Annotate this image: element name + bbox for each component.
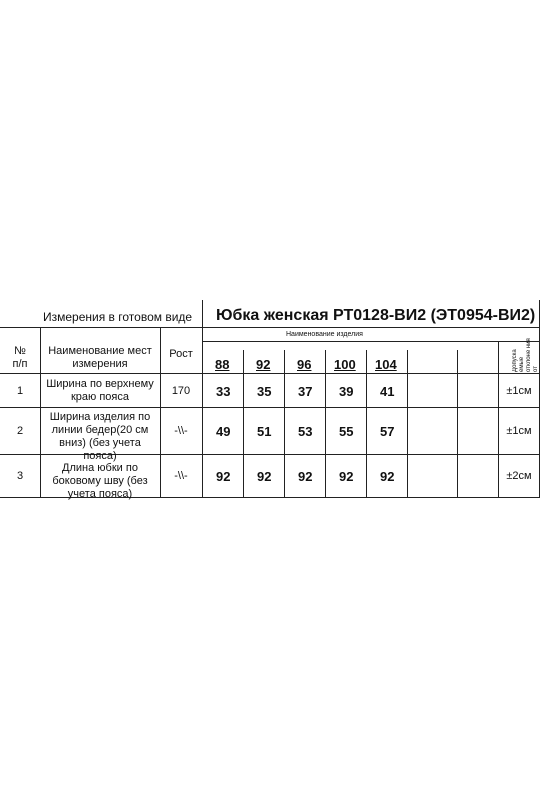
row-value: 39 [339,384,354,399]
col-divider [366,350,367,497]
height-column-header: Рост [169,348,193,360]
row-measure-name: Ширина изделия по линии бедер(20 см вниз) (без учета пояса) [49,411,151,462]
row-value: 55 [339,424,354,439]
num-column-header: № п/п [12,345,28,370]
row-value: 37 [298,384,313,399]
caption-rule [203,341,540,342]
col-divider [202,300,203,497]
header-rule [0,373,540,374]
size-header: 88 [215,357,230,372]
row-value: 49 [216,424,231,439]
row-number: 1 [16,385,24,397]
row-value: 57 [380,424,395,439]
row-value: 92 [339,469,354,484]
size-header: 104 [375,357,397,372]
col-divider [40,327,41,497]
row-height: -\\- [174,425,188,437]
measurements-title: Измерения в готовом виде [43,310,193,324]
row-tolerance: ±2см [506,470,532,482]
col-divider [325,350,326,497]
row-value: 92 [216,469,231,484]
sizes-caption: Наименование изделия [286,331,363,338]
row-height: -\\- [174,470,188,482]
title-rule [0,327,540,328]
col-divider [243,350,244,497]
row-value: 51 [257,424,272,439]
row-value: 35 [257,384,272,399]
col-divider [407,350,408,497]
size-header: 100 [334,357,356,372]
row-number: 2 [16,425,24,437]
row-value: 92 [380,469,395,484]
row-number: 3 [16,470,24,482]
row-value: 92 [298,469,313,484]
name-column-header: Наименование мест измерения [48,345,152,370]
row-value: 33 [216,384,231,399]
row-tolerance: ±1см [506,385,532,397]
size-header: 92 [256,357,271,372]
row-measure-name: Ширина по верхнему краю пояса [46,378,154,403]
col-divider [284,350,285,497]
size-header: 96 [297,357,312,372]
row-tolerance: ±1см [506,425,532,437]
row-height: 170 [171,385,191,397]
row-value: 92 [257,469,272,484]
size-chart [0,300,540,510]
row-value: 41 [380,384,395,399]
product-title: Юбка женская РТ0128-ВИ2 (ЭТ0954-ВИ2) [216,307,536,324]
tolerance-column-header: Допуска емые отклоне ния от [512,338,539,372]
row-measure-name: Длина юбки по боковому шву (без учета пояса) [52,462,148,500]
row-value: 53 [298,424,313,439]
col-divider [457,350,458,497]
row-rule-1 [0,407,540,408]
